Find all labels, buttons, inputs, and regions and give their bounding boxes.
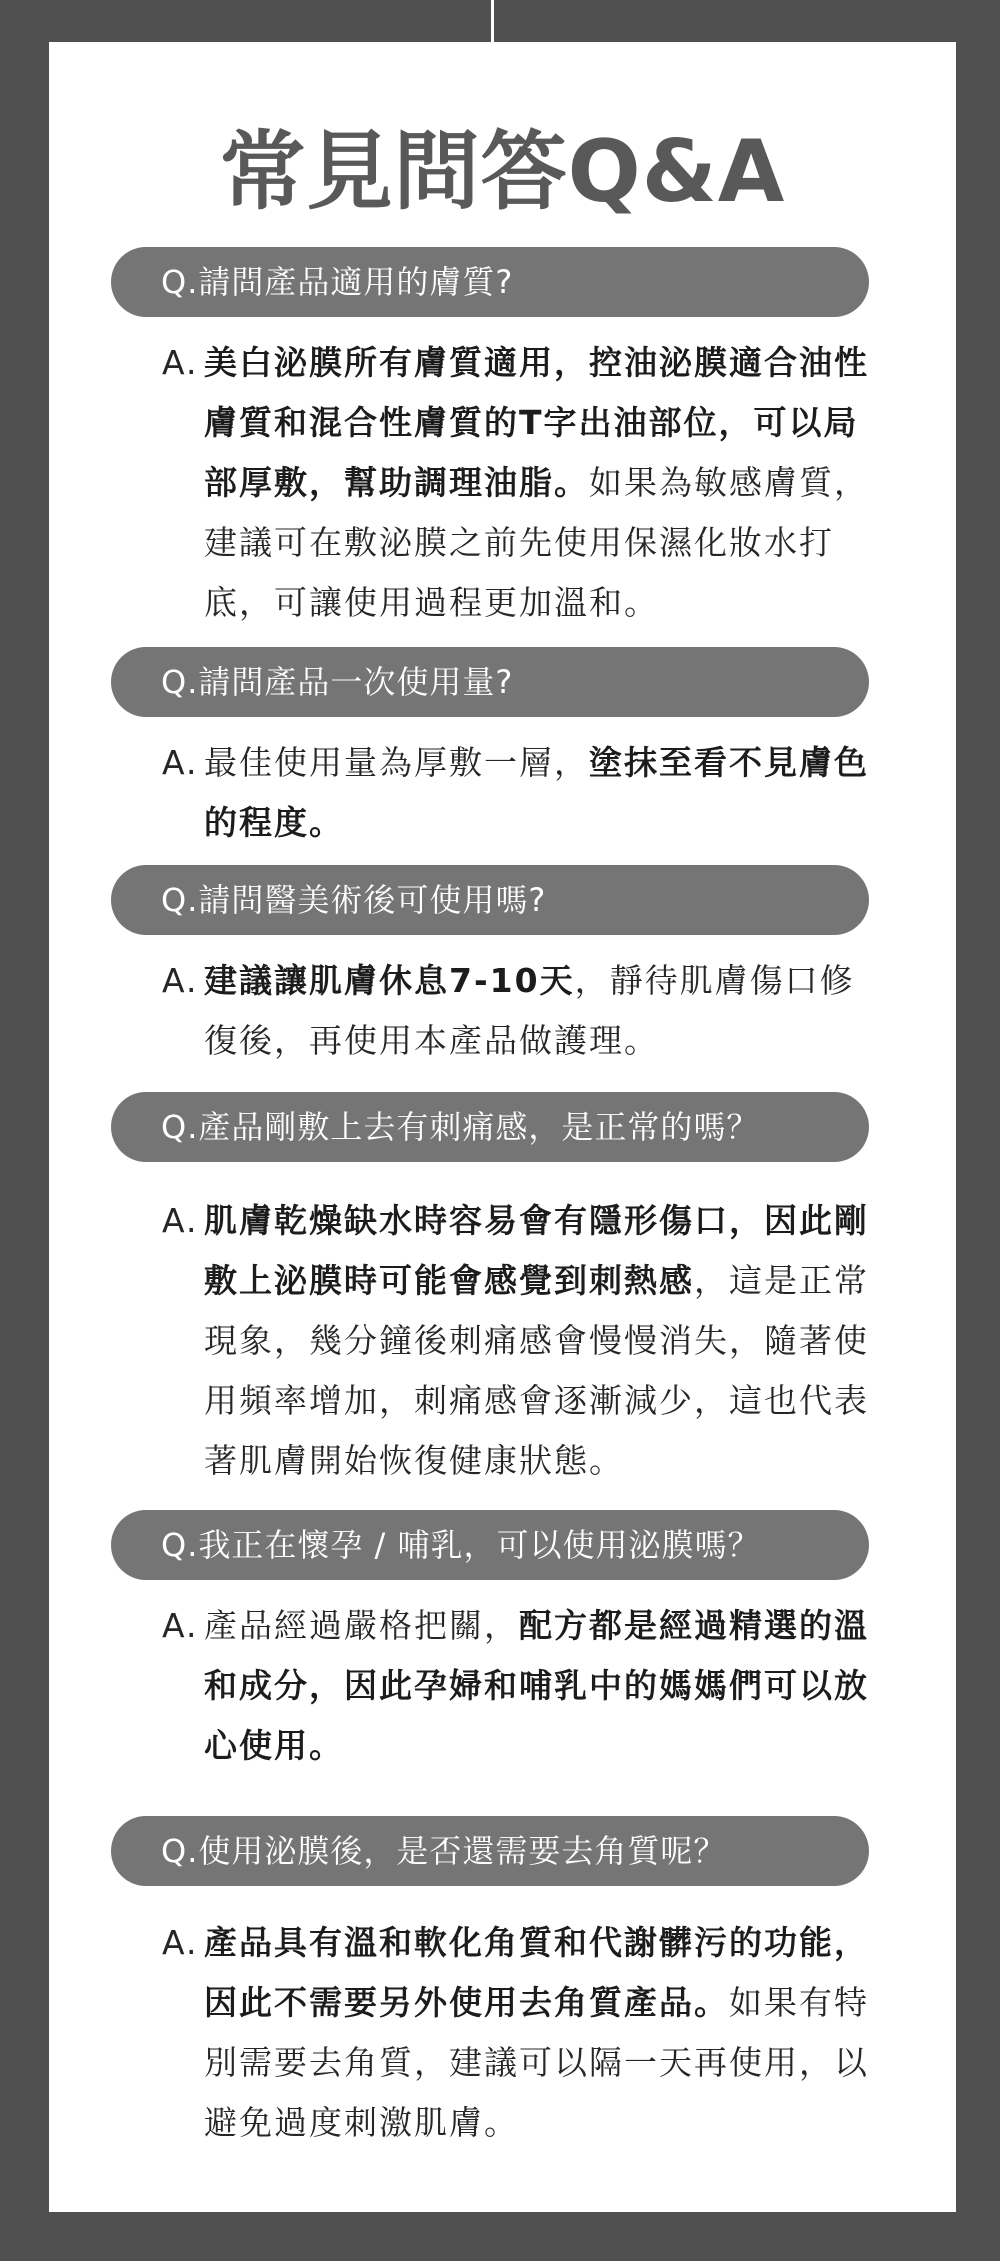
answer-prefix: A. [162,961,199,1000]
faq-question-5: Q.我正在懷孕 / 哺乳，可以使用泌膜嗎？ [111,1510,869,1580]
faq-question-6: Q.使用泌膜後，是否還需要去角質呢？ [111,1816,869,1886]
faq-answer-2 [162,733,882,853]
faq-card [49,42,956,2212]
answer-text: 如果有特別需要去角質，建議可以隔一天再使用，以避免過度刺激肌膚。 [204,1983,869,2142]
answer-bold-text: 肌膚乾燥缺水時容易會有隱形傷口，因此剛敷上泌膜時可能會感覺到刺熱感 [204,1201,869,1300]
faq-answer-4 [162,1191,882,1491]
answer-bold-text: 塗抹至看不見膚色的程度。 [204,743,869,842]
answer-text: ，這是正常現象，幾分鐘後刺痛感會慢慢消失，隨著使用頻率增加，刺痛感會逐漸減少，這也代表著肌膚開始恢復健康狀態。 [204,1261,869,1480]
answer-prefix: A. [162,1923,199,1962]
answer-text: 如果為敏感膚質，建議可在敷泌膜之前先使用保濕化妝水打底，可讓使用過程更加溫和。 [204,463,869,622]
faq-answer-6 [162,1913,882,2153]
page-title: 常見問答Q&A [219,122,786,222]
answer-bold-text: 建議讓肌膚休息7-10天 [204,961,575,1000]
answer-prefix: A. [162,1201,199,1240]
answer-bold-text: 產品具有溫和軟化角質和代謝髒污的功能，因此不需要另外使用去角質產品。 [204,1923,869,2022]
answer-bold-text: 配方都是經過精選的溫和成分，因此孕婦和哺乳中的媽媽們可以放心使用。 [204,1606,869,1765]
answer-text: 最佳使用量為厚敷一層， [204,743,589,782]
faq-question-2: Q.請問產品一次使用量? [111,647,869,717]
answer-text: ，靜待肌膚傷口修復後，再使用本產品做護理。 [204,961,855,1060]
answer-bold-text: 美白泌膜所有膚質適用，控油泌膜適合油性膚質和混合性膚質的T字出油部位，可以局部厚敷，幫助調理油脂。 [204,343,869,502]
answer-prefix: A. [162,1606,199,1645]
top-divider-line [491,0,494,44]
faq-question-4: Q.產品剛敷上去有刺痛感，是正常的嗎？ [111,1092,869,1162]
answer-prefix: A. [162,343,199,382]
faq-question-1: Q.請問產品適用的膚質? [111,247,869,317]
faq-answer-1 [162,333,882,633]
faq-answer-5 [162,1596,882,1776]
faq-question-3: Q.請問醫美術後可使用嗎? [111,865,869,935]
answer-prefix: A. [162,743,199,782]
answer-text: 產品經過嚴格把關， [204,1606,519,1645]
faq-answer-3 [162,951,882,1071]
